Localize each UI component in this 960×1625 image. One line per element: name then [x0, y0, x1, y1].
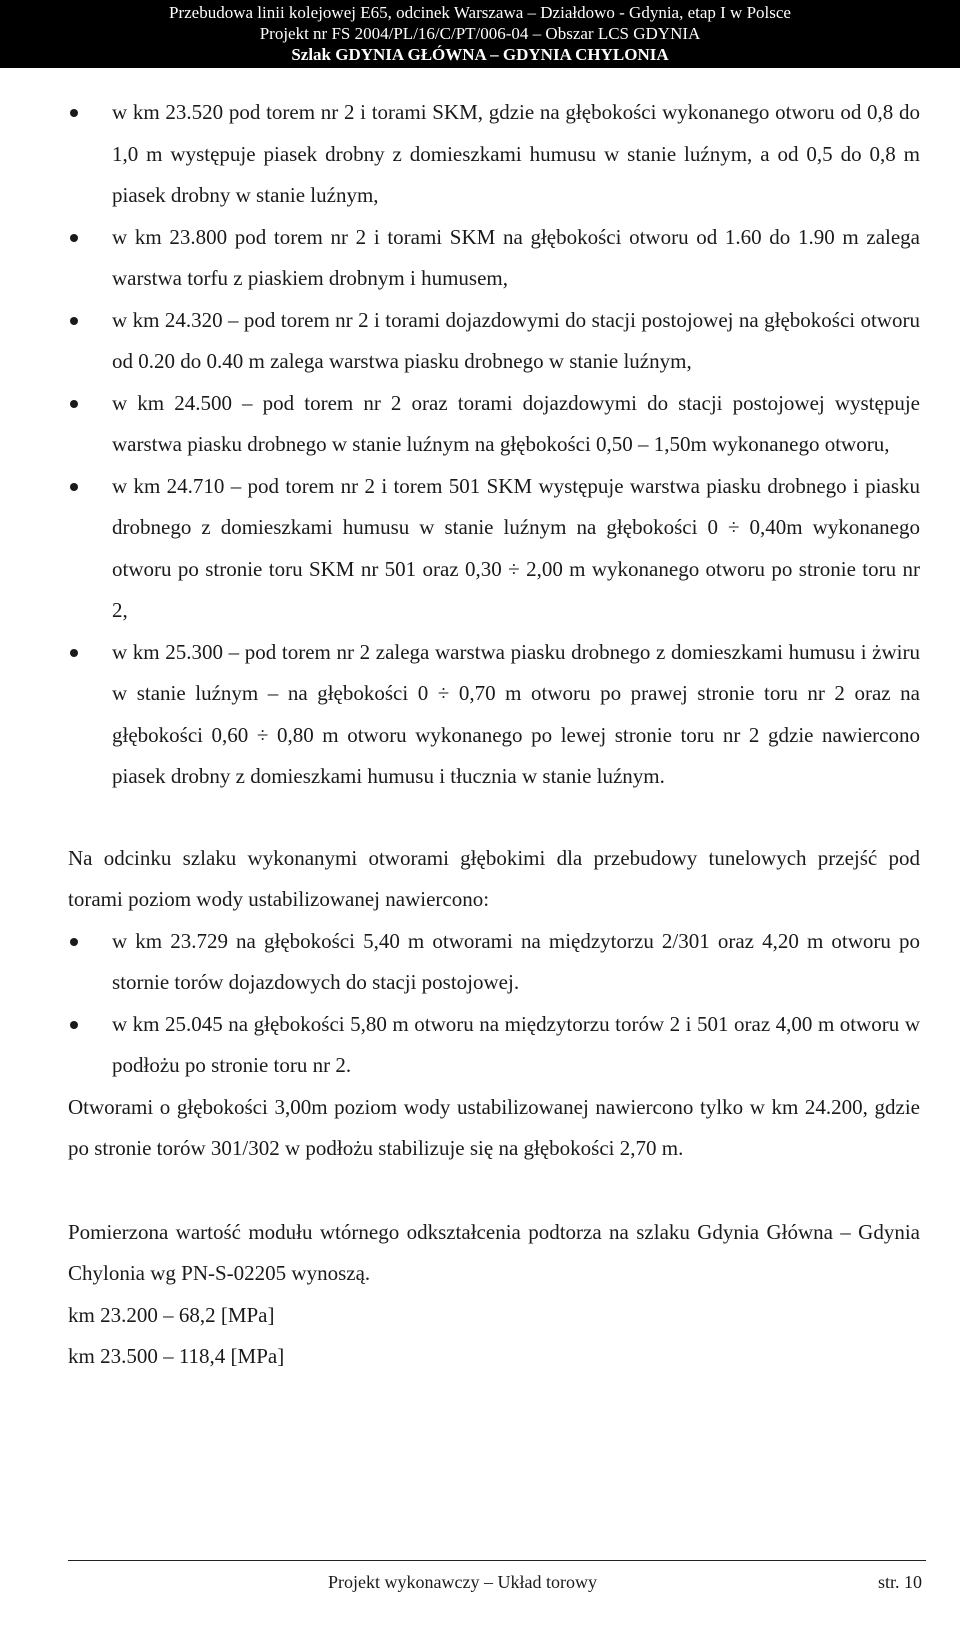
paragraph-groundwater-intro: Na odcinku szlaku wykonanymi otworami głębokimi dla przebudowy tunelowych przejść pod torami poziom wody ustabilizowanej nawiercono:	[68, 845, 920, 911]
groundwater-list	[68, 921, 920, 1087]
list-item: w km 24.320 – pod torem nr 2 i torami dojazdowymi do stacji postojowej na głębokości otworu od 0.20 do 0.40 m zalega warstwa piasku drobnego w stanie luźnym,	[68, 300, 920, 383]
footer-document-title: Projekt wykonawczy – Układ torowy	[328, 1572, 597, 1592]
footer-page-number: str. 10	[877, 1572, 922, 1592]
list-item: w km 23.800 pod torem nr 2 i torami SKM na głębokości otworu od 1.60 do 1.90 m zalega warstwa torfu z piaskiem drobnym i humusem,	[68, 217, 920, 300]
header-project-title: Przebudowa linii kolejowej E65, odcinek Warszawa – Działdowo - Gdynia, etap I w Polsce	[169, 3, 791, 22]
bullet-icon	[70, 317, 78, 325]
header-section-title: Szlak GDYNIA GŁÓWNA – GDYNIA CHYLONIA	[291, 45, 669, 64]
spacer	[68, 1170, 920, 1212]
page-header	[0, 0, 960, 68]
list-item: w km 25.045 na głębokości 5,80 m otworu na międzytorzu torów 2 i 501 oraz 4,00 m otworu w podłożu po stronie toru nr 2.	[68, 1004, 920, 1087]
paragraph-groundwater-other: Otworami o głębokości 3,00m poziom wody ustabilizowanej nawiercono tylko w km 24.200, gdzie po stronie torów 301/302 w podłożu stabilizuje się na głębokości 2,70 m.	[68, 1094, 920, 1160]
bullet-icon	[70, 483, 78, 491]
modulus-value-1: km 23.200 – 68,2 [MPa]	[68, 1302, 275, 1327]
list-item: w km 23.520 pod torem nr 2 i torami SKM, gdzie na głębokości wykonanego otworu od 0,8 do 1,0 m występuje piasek drobny z domieszkami humusu w stanie luźnym, a od 0,5 do 0,8 m piasek drobny w stanie luźnym,	[68, 92, 920, 217]
list-item: w km 23.729 na głębokości 5,40 m otworami na międzytorzu 2/301 oraz 4,20 m otworu po stornie torów dojazdowych do stacji postojowej.	[68, 921, 920, 1004]
bullet-icon	[70, 400, 78, 408]
bullet-icon	[70, 109, 78, 117]
bullet-icon	[70, 234, 78, 242]
list-item: w km 24.500 – pod torem nr 2 oraz torami dojazdowymi do stacji postojowej występuje warstwa piasku drobnego w stanie luźnym na głębokości 0,50 – 1,50m wykonanego otworu,	[68, 383, 920, 466]
list-item: w km 24.710 – pod torem nr 2 i torem 501 SKM występuje warstwa piasku drobnego i piasku drobnego z domieszkami humusu w stanie luźnym na głębokości 0 ÷ 0,40m wykonanego otworu po stronie toru SKM nr 501 oraz 0,30 ÷ 2,00 m wykonanego otworu po stronie toru nr 2,	[68, 466, 920, 632]
paragraph-modulus: Pomierzona wartość modułu wtórnego odkształcenia podtorza na szlaku Gdynia Główna – Gdynia Chylonia wg PN-S-02205 wynoszą.	[68, 1219, 920, 1285]
soil-findings-list	[68, 92, 920, 798]
footer-divider	[68, 1560, 926, 1561]
header-project-number: Projekt nr FS 2004/PL/16/C/PT/006-04 – Obszar LCS GDYNIA	[259, 24, 701, 43]
list-item: w km 25.300 – pod torem nr 2 zalega warstwa piasku drobnego z domieszkami humusu i żwiru w stanie luźnym – na głębokości 0 ÷ 0,70 m otworu po prawej stronie toru nr 2 oraz na głębokości 0,60 ÷ 0,80 m otworu wykonanego po lewej stronie toru nr 2 gdzie nawiercono piasek drobny z domieszkami humusu i tłucznia w stanie luźnym.	[68, 632, 920, 798]
bullet-icon	[70, 1021, 78, 1029]
spacer	[68, 798, 920, 838]
document-body	[68, 92, 920, 1378]
bullet-icon	[70, 938, 78, 946]
modulus-value-2: km 23.500 – 118,4 [MPa]	[68, 1344, 285, 1368]
bullet-icon	[70, 649, 78, 657]
